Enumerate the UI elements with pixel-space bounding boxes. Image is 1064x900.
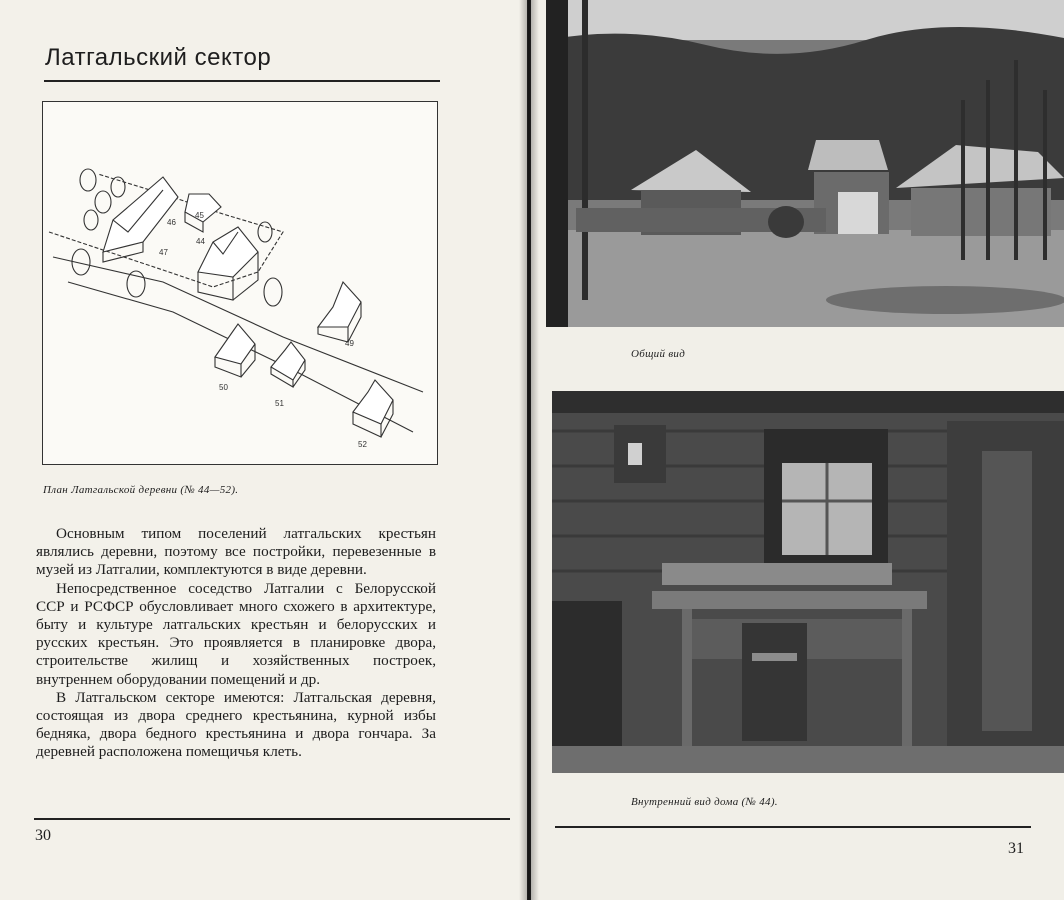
book-gutter-shadow (519, 0, 539, 900)
page-number-right: 31 (1008, 840, 1024, 857)
general-view-photo (546, 0, 1064, 327)
plan-label-52: 52 (358, 440, 367, 449)
plan-label-45: 45 (195, 211, 204, 220)
photo1-caption: Общий вид (631, 348, 686, 360)
interior-view-photo (552, 391, 1064, 773)
plan-label-50: 50 (219, 383, 228, 392)
left-page (0, 0, 527, 900)
paragraph-1: Основным типом поселений латгальских крестьян являлись деревни, поэтому все постройки, перевезенные в музей из Латгалии, комплектуются в виде деревни. (36, 525, 436, 579)
body-text (36, 525, 436, 762)
page-number-left: 30 (35, 827, 51, 844)
plan-label-46: 46 (167, 218, 176, 227)
plan-caption: План Латгальской деревни (№ 44—52). (43, 484, 239, 496)
paragraph-3: В Латгальском секторе имеются: Латгальская деревня, состоящая из двора среднего крестьянина, курной избы бедняка, двора бедного крестьянина и двора гончара. За деревней расположена помещичья клеть. (36, 688, 436, 761)
page-title: Латгальский сектор (45, 44, 272, 71)
plan-label-51: 51 (275, 399, 284, 408)
bottom-rule (34, 818, 510, 820)
title-rule (44, 80, 440, 82)
village-plan-figure (42, 101, 438, 465)
village-plan-drawing (43, 102, 436, 463)
plan-label-44: 44 (196, 237, 205, 246)
paragraph-2: Непосредственное соседство Латгалии с Белорусской ССР и РСФСР обусловливает много схожего в архитектуре, быту и культуре латгальских крестьян и белорусских и русских крестьян. Это проявляется в планировке двора, строительстве жилищ и хозяйственных построек, внутреннем оборудовании помещений и др. (36, 579, 436, 688)
photo2-caption: Внутренний вид дома (№ 44). (631, 796, 778, 808)
right-page (531, 0, 1064, 900)
plan-label-49: 49 (345, 339, 354, 348)
plan-label-47: 47 (159, 248, 168, 257)
bottom-rule-right (555, 826, 1031, 828)
